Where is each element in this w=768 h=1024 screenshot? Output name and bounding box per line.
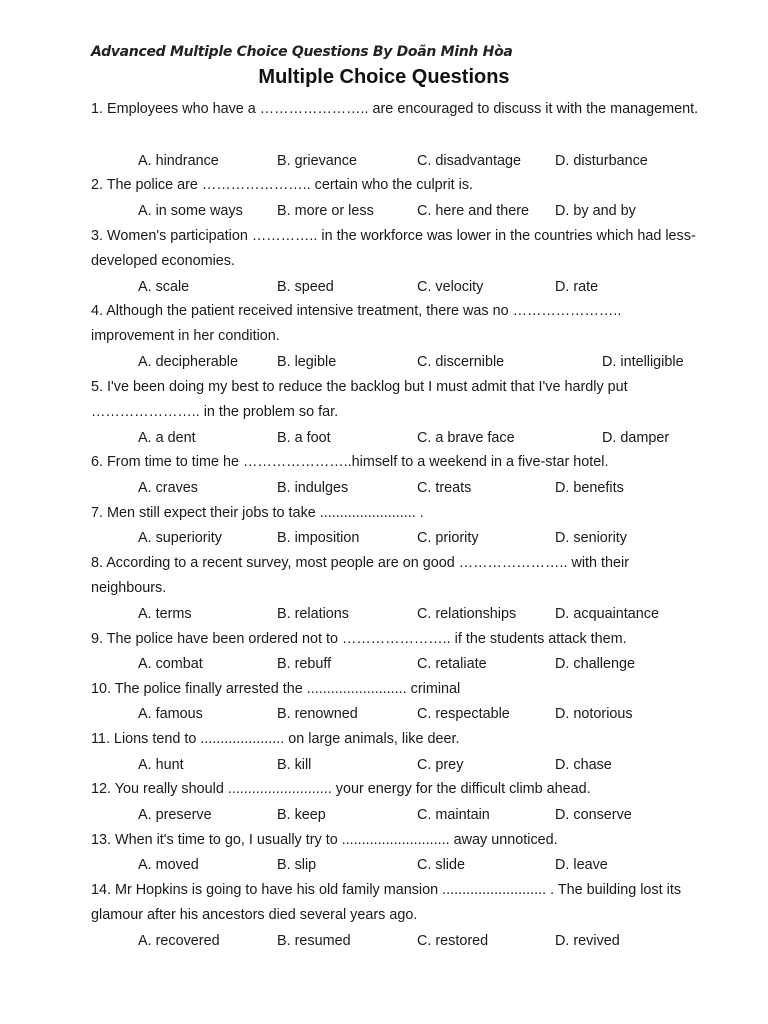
answer-option: D. conserve: [555, 807, 632, 823]
options-row: [0, 351, 768, 373]
answer-option: D. seniority: [555, 530, 627, 546]
answer-option: A. preserve: [138, 807, 212, 823]
question-text: 7. Men still expect their jobs to take ........................ .: [91, 505, 424, 521]
options-row: [0, 653, 768, 675]
answer-option: D. disturbance: [555, 153, 648, 169]
answer-option: A. hindrance: [138, 153, 219, 169]
answer-option: B. more or less: [277, 203, 374, 219]
answer-option: B. a foot: [277, 430, 331, 446]
options-row: [0, 427, 768, 449]
answer-option: C. relationships: [417, 606, 517, 622]
answer-option: C. velocity: [417, 279, 484, 295]
options-row: [0, 477, 768, 499]
question-text: 9. The police have been ordered not to ………………….. if the students attack them.: [91, 631, 627, 647]
answer-option: D. chase: [555, 757, 612, 773]
answer-option: C. retaliate: [417, 656, 487, 672]
answer-option: A. craves: [138, 480, 198, 496]
question-text: 5. I've been doing my best to reduce the backlog but I must admit that I've hardly put ………………….. in the problem so far.: [91, 379, 628, 421]
answer-option: B. speed: [277, 279, 334, 295]
answer-option: C. respectable: [417, 706, 510, 722]
page-title: Multiple Choice Questions: [258, 66, 510, 88]
answer-option: D. notorious: [555, 706, 633, 722]
answer-option: B. grievance: [277, 153, 357, 169]
answer-option: B. slip: [277, 857, 317, 873]
answer-option: B. imposition: [277, 530, 360, 546]
options-row: [0, 527, 768, 549]
answer-option: A. famous: [138, 706, 203, 722]
question-text: 14. Mr Hopkins is going to have his old family mansion .......................... . The building lost its glamour after his ancestors died several years ago.: [91, 882, 682, 924]
answer-option: B. kill: [277, 757, 312, 773]
answer-option: D. revived: [555, 933, 620, 949]
options-row: [0, 603, 768, 625]
answer-option: C. maintain: [417, 807, 490, 823]
answer-option: C. a brave face: [417, 430, 515, 446]
options-row: [0, 276, 768, 298]
question-text: 12. You really should .......................... your energy for the difficult climb ahead.: [91, 781, 591, 797]
question-text: 4. Although the patient received intensive treatment, there was no ………………….. improvement in her condition.: [91, 303, 622, 345]
answer-option: A. scale: [138, 279, 190, 295]
answer-option: D. rate: [555, 279, 599, 295]
options-row: [0, 930, 768, 952]
answer-option: D. acquaintance: [555, 606, 660, 622]
answer-option: A. decipherable: [138, 354, 239, 370]
answer-option: A. hunt: [138, 757, 184, 773]
answer-option: C. disadvantage: [417, 153, 522, 169]
answer-option: C. here and there: [417, 203, 529, 219]
question-text: 2. The police are ………………….. certain who the culprit is.: [91, 177, 474, 193]
options-row: [0, 754, 768, 776]
options-row: [0, 854, 768, 876]
answer-option: C. priority: [417, 530, 479, 546]
question-text: 6. From time to time he …………………..himself to a weekend in a five-star hotel.: [91, 454, 609, 470]
answer-option: A. moved: [138, 857, 199, 873]
answer-option: B. renowned: [277, 706, 358, 722]
answer-option: D. intelligible: [602, 354, 684, 370]
answer-option: D. damper: [602, 430, 670, 446]
question-text: 11. Lions tend to ..................... on large animals, like deer.: [91, 731, 460, 747]
answer-option: C. restored: [417, 933, 489, 949]
answer-option: A. terms: [138, 606, 192, 622]
answer-option: D. by and by: [555, 203, 636, 219]
answer-option: C. discernible: [417, 354, 505, 370]
answer-option: D. leave: [555, 857, 608, 873]
answer-option: B. legible: [277, 354, 337, 370]
question-text: 3. Women's participation ………….. in the workforce was lower in the countries which had less-developed economies.: [91, 228, 696, 270]
options-row: [0, 150, 768, 172]
question-text: 13. When it's time to go, I usually try to ........................... away unnoticed.: [91, 832, 558, 848]
answer-option: A. combat: [138, 656, 203, 672]
answer-option: B. indulges: [277, 480, 349, 496]
answer-option: C. slide: [417, 857, 465, 873]
question-text: 8. According to a recent survey, most people are on good ………………….. with their neighbours.: [91, 555, 630, 597]
answer-option: A. in some ways: [138, 203, 243, 219]
question-text: 1. Employees who have a ………………….. are encouraged to discuss it with the management.: [91, 101, 699, 117]
answer-option: C. treats: [417, 480, 472, 496]
answer-option: B. relations: [277, 606, 349, 622]
answer-option: B. rebuff: [277, 656, 332, 672]
question-text: 10. The police finally arrested the ......................... criminal: [91, 681, 461, 697]
answer-option: A. superiority: [138, 530, 222, 546]
options-row: [0, 804, 768, 826]
answer-option: B. resumed: [277, 933, 351, 949]
answer-option: A. recovered: [138, 933, 220, 949]
answer-option: A. a dent: [138, 430, 196, 446]
options-row: [0, 200, 768, 222]
options-row: [0, 703, 768, 725]
answer-option: B. keep: [277, 807, 326, 823]
document-header: Advanced Multiple Choice Questions By Doãn Minh Hòa: [91, 44, 513, 60]
answer-option: D. challenge: [555, 656, 635, 672]
answer-option: D. benefits: [555, 480, 624, 496]
answer-option: C. prey: [417, 757, 464, 773]
